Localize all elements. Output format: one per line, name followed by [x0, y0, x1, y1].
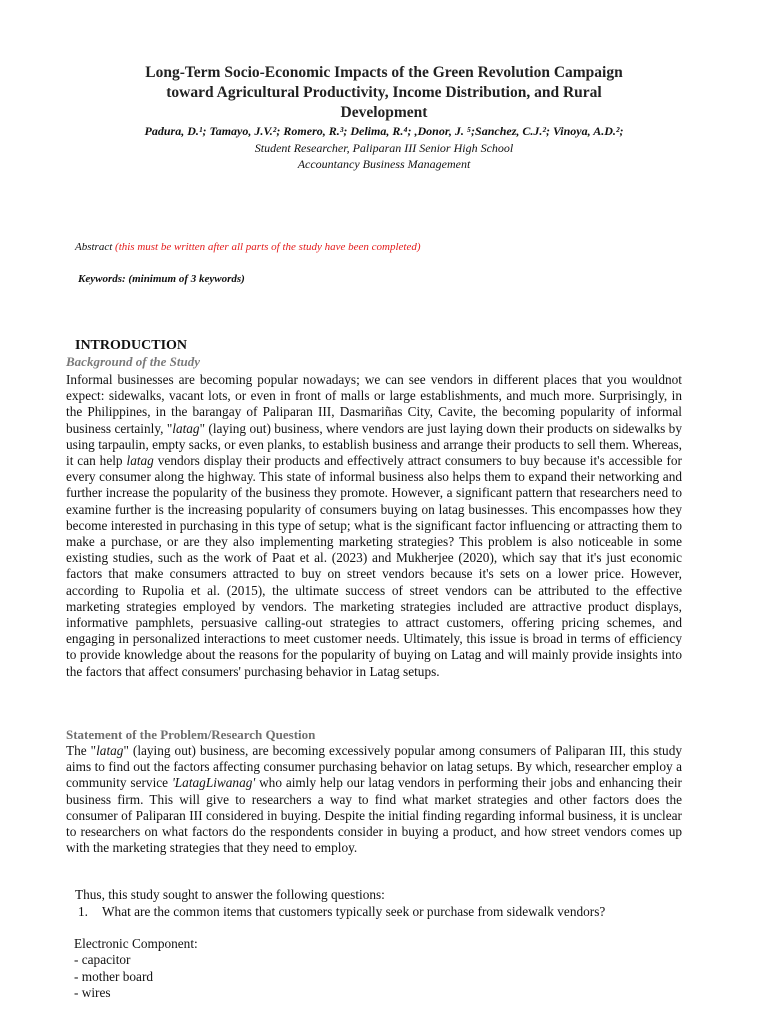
- title-line-1: Long-Term Socio-Economic Impacts of the Green Revolution Campaign: [145, 64, 623, 81]
- affiliation-strand: Accountancy Business Management: [297, 157, 471, 171]
- statement-text-3: who aimly help our latag vendors in performing their jobs and enhancing their business firm. This will give to researchers a way to find what market strategies and other factors does the consumer of Paliparan III considered in buying. Despite the initial finding regarding informal business, it is unclear to researchers on what factors do the respondents consider in buying a product, and how street vendors comes up with the marketing strategies that they need to employ.: [66, 775, 682, 856]
- keywords-line: Keywords: (minimum of 3 keywords): [78, 273, 245, 285]
- list-item: - wires: [74, 985, 111, 1000]
- latag-term: latag: [126, 453, 154, 469]
- background-heading: Background of the Study: [66, 354, 200, 369]
- abstract-note: (this must be written after all parts of the study have been completed): [115, 241, 421, 253]
- affiliation-school: Student Researcher, Paliparan III Senior High School: [254, 141, 514, 155]
- latag-term: latag: [96, 743, 124, 758]
- title-line-3: Development: [340, 104, 428, 121]
- background-paragraph: [66, 372, 682, 680]
- electronic-component-list: [74, 952, 153, 1002]
- title-line-2: toward Agricultural Productivity, Income Distribution, and Rural: [166, 84, 602, 101]
- statement-text-2: " (laying out) business, are becoming excessively popular among consumers of Paliparan III, this study aims to find out the factors affecting consumer purchasing behavior on latag setups. By which, researcher employ a community service: [66, 743, 682, 791]
- latag-liwanag-term: 'LatagLiwanag': [171, 775, 256, 791]
- question-number: 1.: [78, 904, 88, 919]
- background-text-2: " (laying out) business, where vendors are just laying down their products on sidewalks by using tarpaulin, empty sacks, or even planks, to establish business and arrange their products to sell them. Whereas, it can help: [66, 420, 682, 469]
- background-text-3: vendors display their products and effectively attract consumers to buy because it's accessible for every consumer along the highway. This state of informal business also helps them to expand their networking and further increase the popularity of the business they promote. However, a significant pattern that researchers need to examine further is the increasing popularity of consumers buying on latag businesses. This encompasses how they become interested in purchasing in this type of setup; what is the significant factor influencing or attracting them to make a purchase, or are they also implementing marketing strategies? This problem is also noticeable in some existing studies, such as the work of Paat et al. (2023) and Mukherjee (2020), which say that it's just economic factors that make consumers attracted to buy on street vendors because it's sets on a lower price. However, according to Rupolia et al. (2015), the ultimate success of street vendors can be attributed to the effective marketing strategies employed by vendors. The marketing strategies included are attractive product displays, informative pamphlets, persuasive calling-out strategies to attract customers, offering pricing schemes, and engaging in personalized interactions to meet customer needs. Ultimately, this issue is broad in terms of efficiency to provide knowledge about the reasons for the popularity of buying on Latag and will mainly provide insights into the factors that affect consumers' purchasing behavior in Latag setups.: [66, 453, 682, 679]
- list-item: - mother board: [74, 968, 154, 984]
- questions-intro: Thus, this study sought to answer the following questions:: [75, 887, 385, 902]
- research-question-1: [78, 904, 605, 920]
- question-text: What are the common items that customers typically seek or purchase from sidewalk vendors?: [102, 904, 606, 919]
- statement-paragraph: [66, 743, 682, 856]
- paper-title: [80, 63, 688, 123]
- author-list: Padura, D.¹; Tamayo, J.V.²; Romero, R.³; Delima, R.⁴; ,Donor, J. ⁵;Sanchez, C.J.²; Vinoya, A.D.²;: [144, 124, 624, 138]
- latag-term: latag: [172, 420, 200, 436]
- statement-text-1: The ": [66, 743, 97, 758]
- list-item: - capacitor: [74, 952, 131, 967]
- abstract-label: Abstract: [75, 241, 116, 253]
- background-text-1: Informal businesses are becoming popular nowadays; we can see vendors in different places that you wouldnot expect: sidewalks, vacant lots, or even in front of malls or large establishments, and much more. Surprisingly, in the Philippines, in the barangay of Paliparan III, Dasmariñas City, Cavite, the becoming popularity of informal business certainly, ": [66, 372, 682, 436]
- introduction-heading: INTRODUCTION: [75, 338, 188, 353]
- electronic-component-heading: Electronic Component:: [74, 936, 198, 951]
- abstract-line: [75, 240, 421, 254]
- statement-heading: Statement of the Problem/Research Question: [66, 727, 316, 742]
